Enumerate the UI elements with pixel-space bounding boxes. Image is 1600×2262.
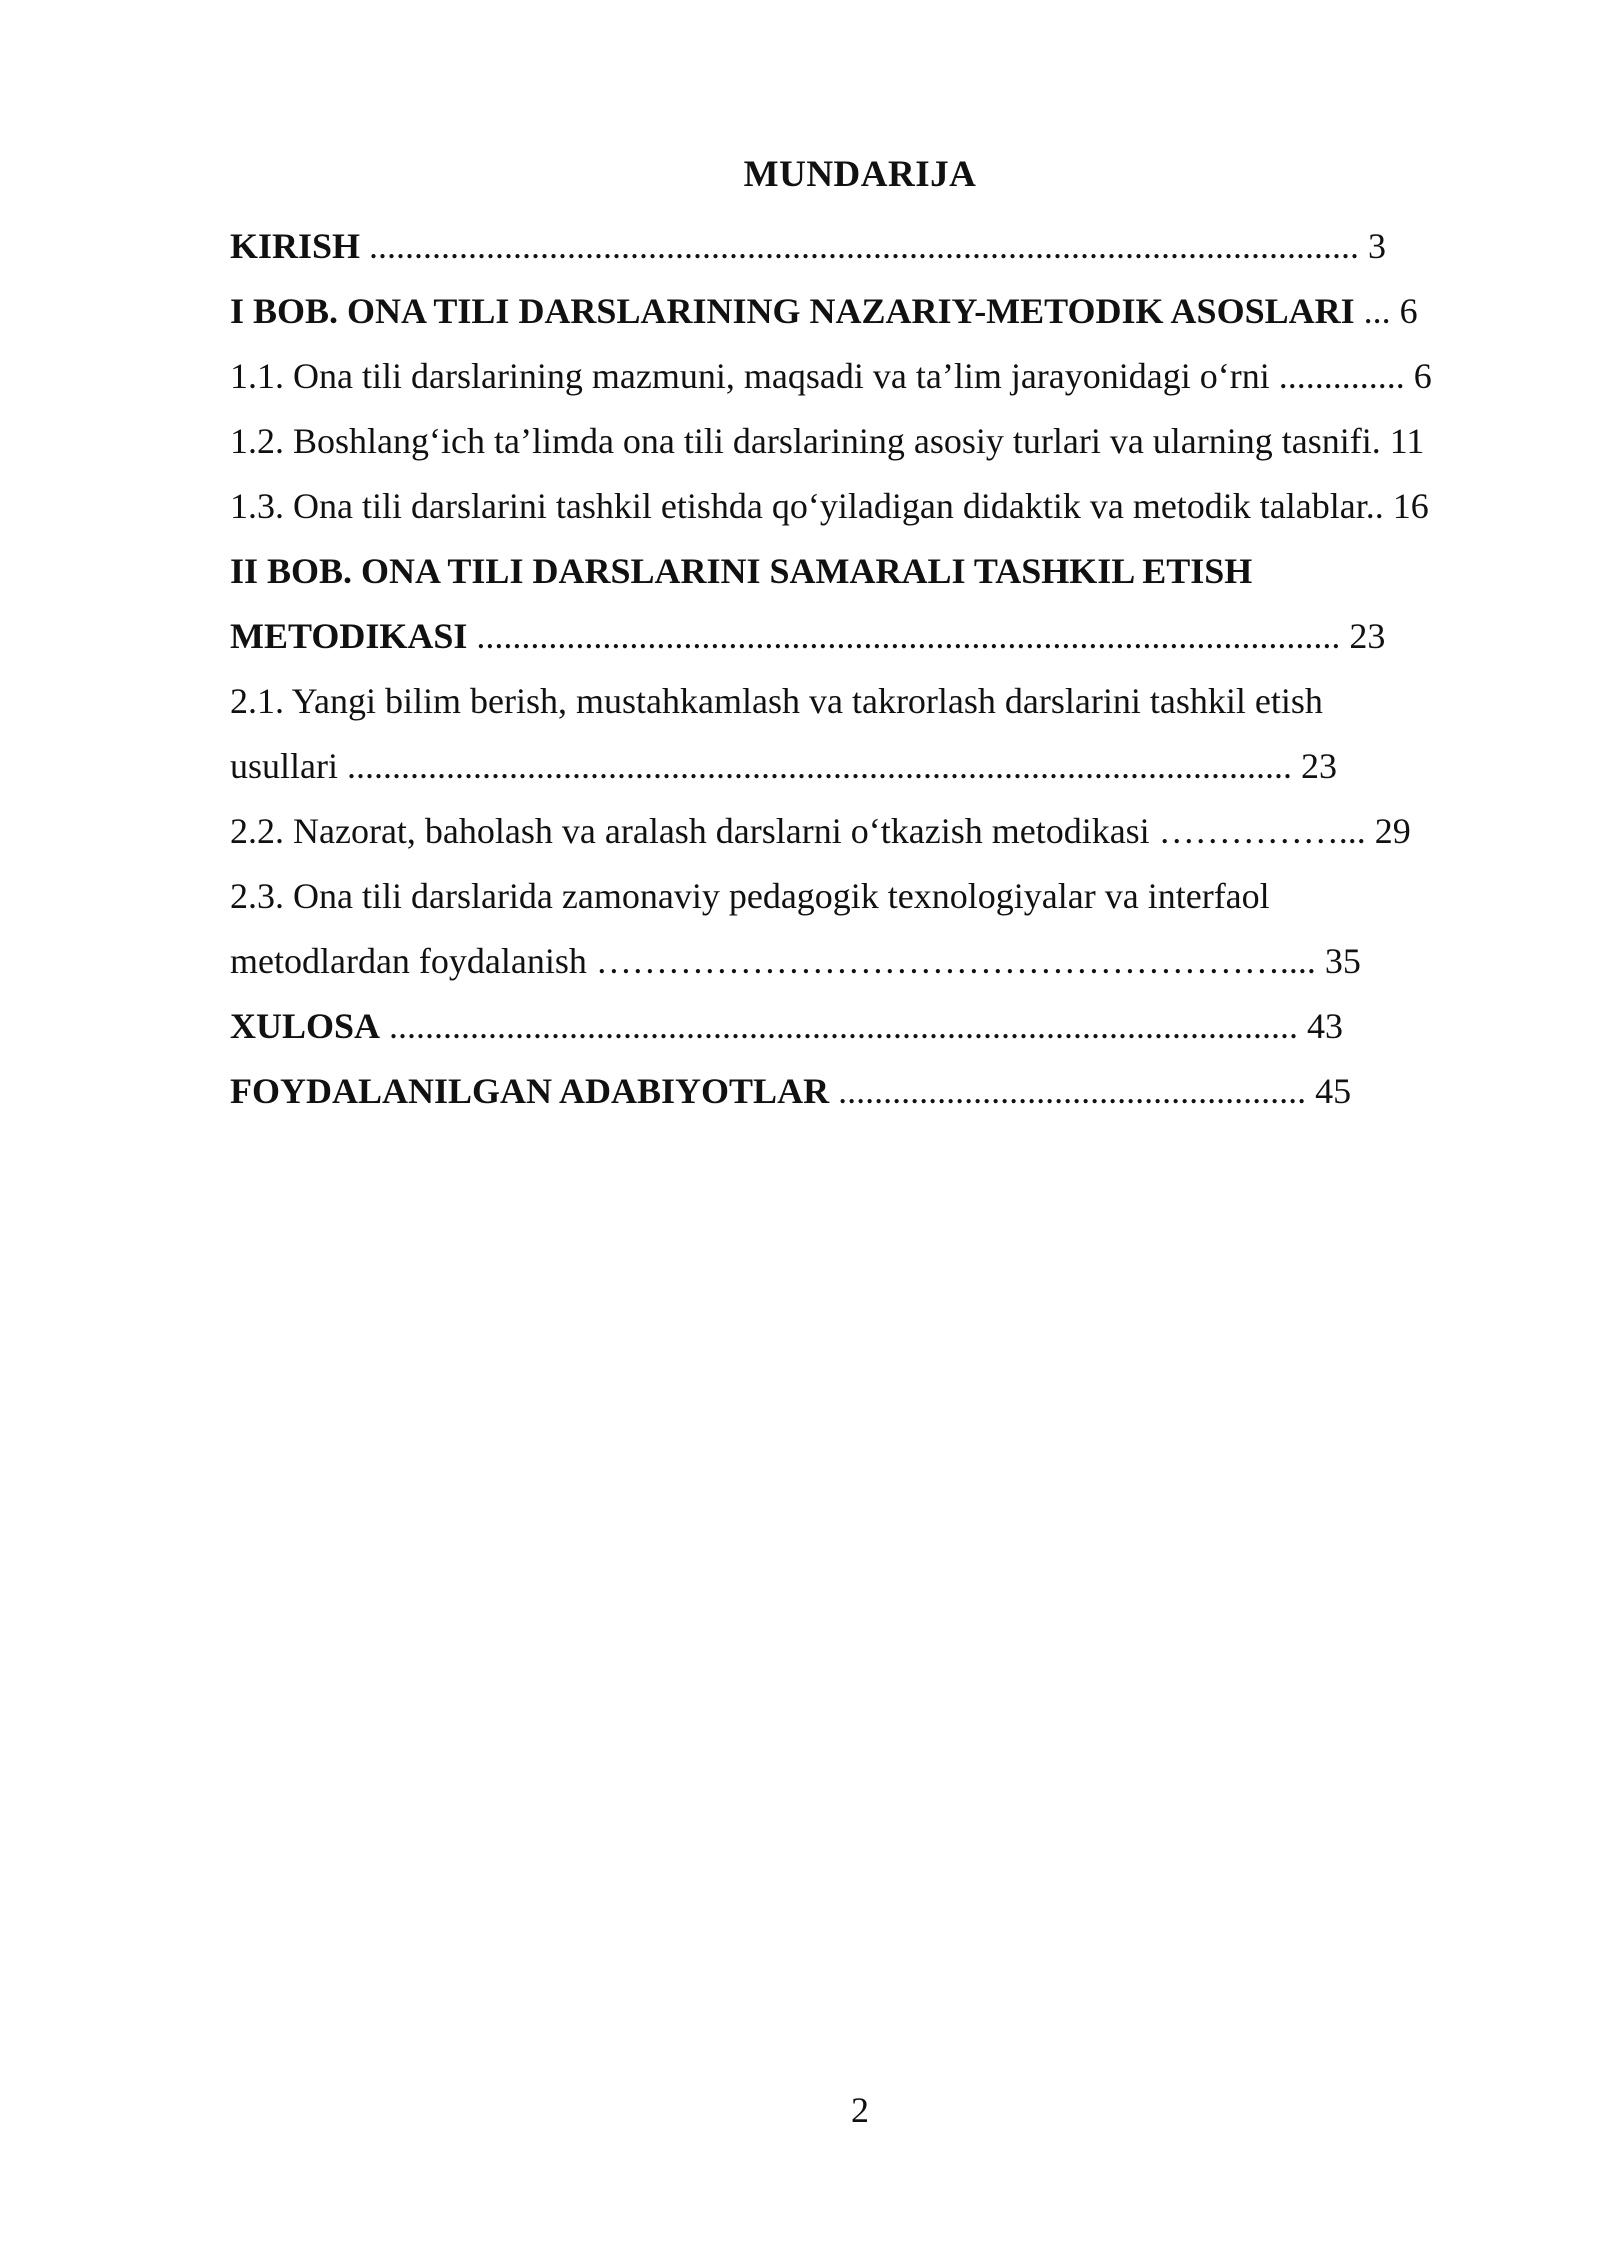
toc-entry-2-1-line-2: usullari ......................................................................................................... 23 <box>230 746 1337 786</box>
toc-entry-2-1-line-1: 2.1. Yangi bilim berish, mustahkamlash va takrorlash darslarini tashkil etish <box>230 681 1323 721</box>
toc-entry-2-3-line-2: metodlardan foydalanish ………………………………………………….... 35 <box>230 941 1361 981</box>
toc-entry-chapter-2-line-1: II BOB. ONA TILI DARSLARINI SAMARALI TASHKIL ETISH <box>230 551 1253 591</box>
toc-entry-2-3-line-1: 2.3. Ona tili darslarida zamonaviy pedagogik texnologiyalar va interfaol <box>230 876 1270 916</box>
toc-entry-chapter-2-line-2: METODIKASI ................................................................................................ 23 <box>230 616 1386 656</box>
toc-entry-references: FOYDALANILGAN ADABIYOTLAR .................................................... 45 <box>230 1071 1352 1111</box>
toc-heading: MUNDARIJA <box>743 154 977 195</box>
toc-entry-1-3: 1.3. Ona tili darslarini tashkil etishda qo‘yiladigan didaktik va metodik talablar.. 16 <box>230 486 1429 526</box>
toc-entry-kirish: KIRISH .............................................................................................................. 3 <box>230 226 1387 266</box>
toc-entry-xulosa: XULOSA ..................................................................................................... 43 <box>230 1006 1344 1046</box>
toc-entry-1-1: 1.1. Ona tili darslarining mazmuni, maqsadi va ta’lim jarayonidagi o‘rni .............. 6 <box>230 356 1432 396</box>
toc-entry-2-2: 2.2. Nazorat, baholash va aralash darslarni o‘tkazish metodikasi ……………... 29 <box>230 811 1411 851</box>
toc-entry-1-2: 1.2. Boshlang‘ich ta’limda ona tili darslarining asosiy turlari va ularning tasnifi. 11 <box>230 421 1425 461</box>
toc-entry-chapter-1: I BOB. ONA TILI DARSLARINING NAZARIY-METODIK ASOSLARI ... 6 <box>230 291 1418 331</box>
table-of-contents <box>230 214 1490 1124</box>
page-number: 2 <box>851 2090 869 2130</box>
